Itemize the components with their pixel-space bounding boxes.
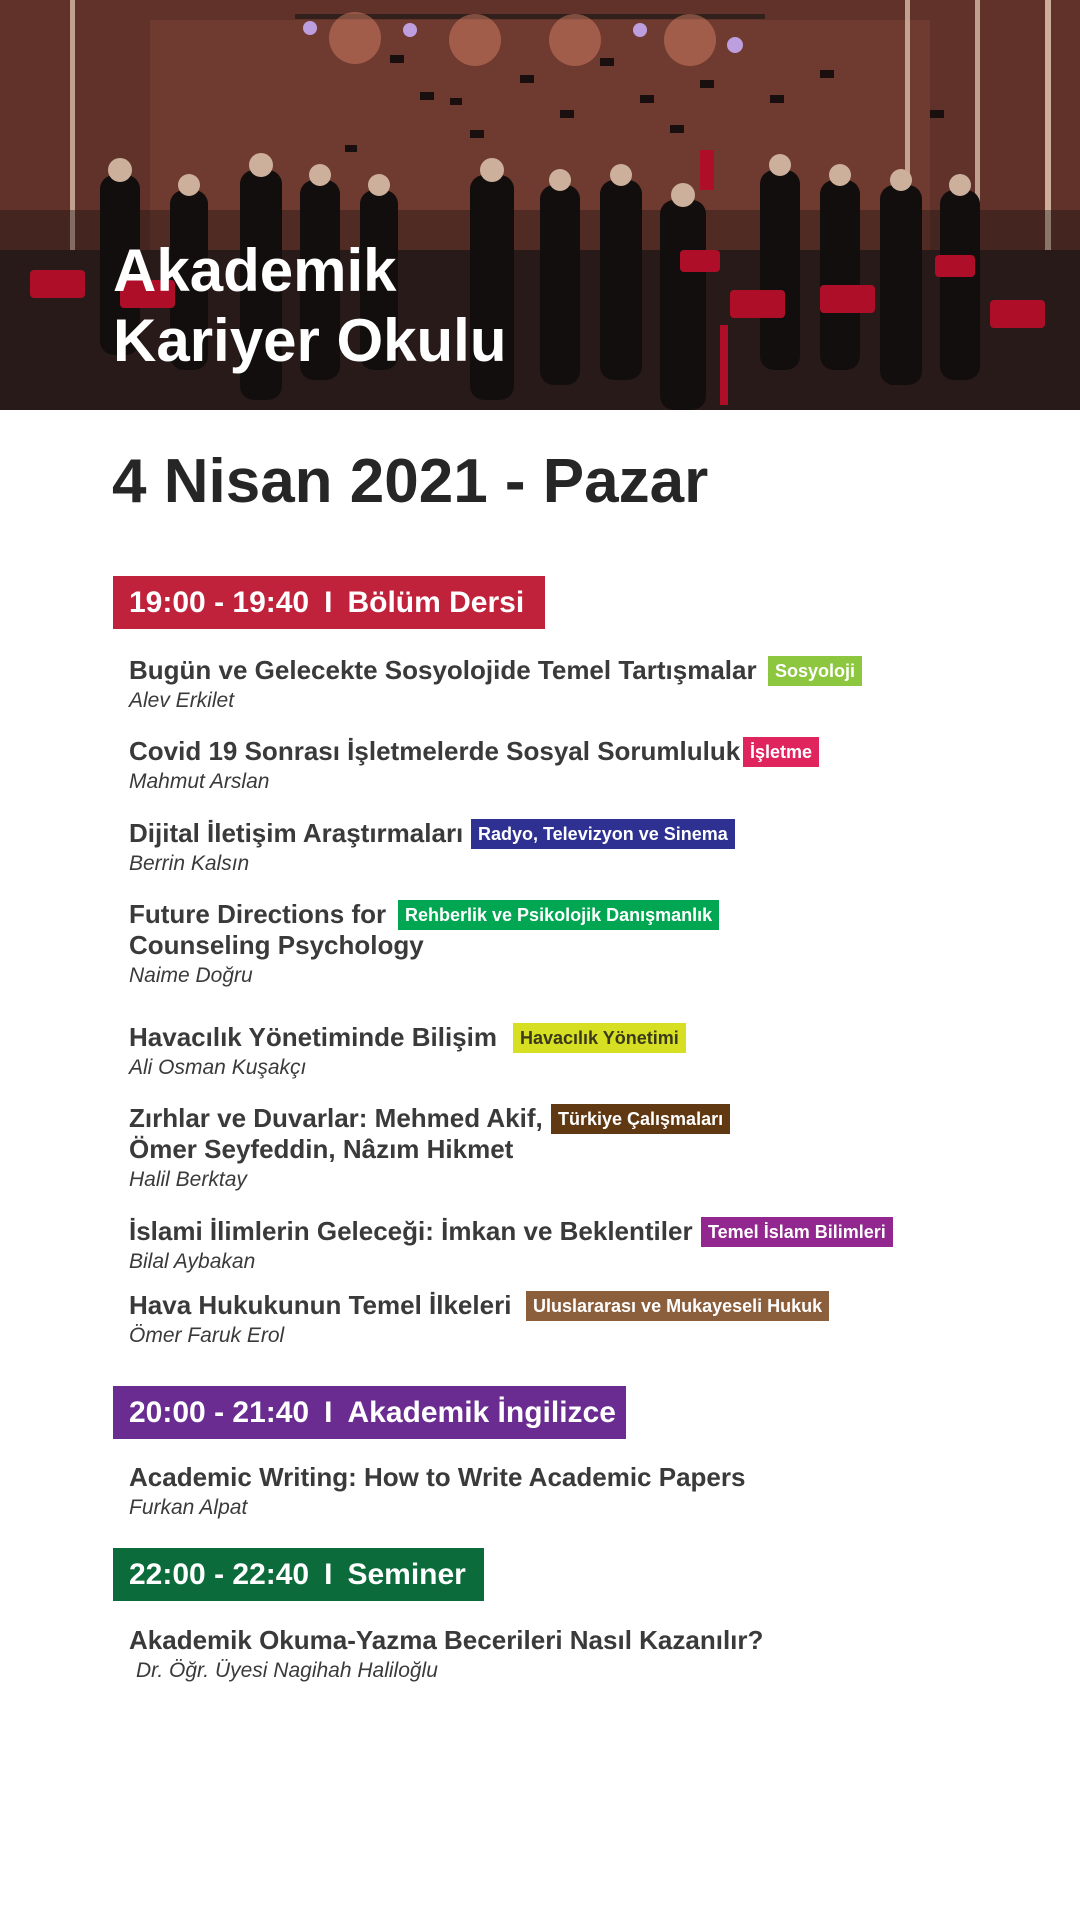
hero-title xyxy=(113,236,507,376)
department-tag-hukuk: Uluslararası ve Mukayeseli Hukuk xyxy=(526,1291,829,1321)
section-separator: I xyxy=(324,1558,333,1591)
section-header-akademik-ingilizce xyxy=(113,1386,626,1439)
department-tag-havacilik: Havacılık Yönetimi xyxy=(513,1023,686,1053)
session-title: Dijital İletişim Araştırmaları xyxy=(129,818,464,848)
section-label: Bölüm Dersi xyxy=(347,586,525,619)
session-speaker: Bilal Aybakan xyxy=(129,1250,256,1273)
section-separator: I xyxy=(324,586,333,619)
section-time: 19:00 - 19:40 xyxy=(129,586,310,619)
hero-title-line1: Akademik xyxy=(113,237,397,304)
session-speaker: Ömer Faruk Erol xyxy=(129,1324,285,1347)
section-label: Seminer xyxy=(347,1558,466,1591)
session-item xyxy=(129,1625,763,1684)
department-tag-radyo-tv-sinema: Radyo, Televizyon ve Sinema xyxy=(471,819,735,849)
section-time: 20:00 - 21:40 xyxy=(129,1396,310,1429)
session-title: Covid 19 Sonrası İşletmelerde Sosyal Sorumluluk xyxy=(129,736,741,766)
section-header-seminer xyxy=(113,1548,484,1601)
department-tag-isletme: İşletme xyxy=(743,737,819,767)
session-item xyxy=(129,1103,543,1193)
session-title: Bugün ve Gelecekte Sosyolojide Temel Tartışmalar xyxy=(129,655,757,685)
session-title: Academic Writing: How to Write Academic Papers xyxy=(129,1462,746,1492)
event-date: 4 Nisan 2021 - Pazar xyxy=(112,447,709,516)
session-item xyxy=(129,818,463,877)
session-item xyxy=(129,655,757,714)
session-speaker: Dr. Öğr. Üyesi Nagihah Haliloğlu xyxy=(136,1659,438,1682)
session-title: Havacılık Yönetiminde Bilişim xyxy=(129,1022,497,1052)
session-item xyxy=(129,736,740,795)
session-title-line1: Zırhlar ve Duvarlar: Mehmed Akif, xyxy=(129,1103,543,1133)
session-speaker: Mahmut Arslan xyxy=(129,770,270,793)
session-title-line2: Counseling Psychology xyxy=(129,930,424,960)
hero-banner xyxy=(0,0,1080,410)
session-item xyxy=(129,1290,511,1349)
department-tag-turkiye-calismalari: Türkiye Çalışmaları xyxy=(551,1104,730,1134)
section-time: 22:00 - 22:40 xyxy=(129,1558,310,1591)
section-separator: I xyxy=(324,1396,333,1429)
session-speaker: Furkan Alpat xyxy=(129,1496,248,1519)
session-title: İslami İlimlerin Geleceği: İmkan ve Beklentiler xyxy=(129,1216,693,1246)
session-title-line1: Future Directions for xyxy=(129,899,387,929)
session-item xyxy=(129,1216,693,1275)
department-tag-islam-bilimleri: Temel İslam Bilimleri xyxy=(701,1217,893,1247)
department-tag-rehberlik: Rehberlik ve Psikolojik Danışmanlık xyxy=(398,900,719,930)
session-speaker: Halil Berktay xyxy=(129,1168,247,1191)
hero-title-line2: Kariyer Okulu xyxy=(113,307,507,374)
session-title-line2: Ömer Seyfeddin, Nâzım Hikmet xyxy=(129,1134,514,1164)
session-speaker: Alev Erkilet xyxy=(129,689,235,712)
session-item xyxy=(129,1462,745,1521)
section-label: Akademik İngilizce xyxy=(347,1396,616,1429)
session-speaker: Ali Osman Kuşakçı xyxy=(129,1056,307,1079)
session-title: Hava Hukukunun Temel İlkeleri xyxy=(129,1290,512,1320)
session-speaker: Berrin Kalsın xyxy=(129,852,250,875)
session-item xyxy=(129,1022,497,1081)
department-tag-sosyoloji: Sosyoloji xyxy=(768,656,862,686)
session-speaker: Naime Doğru xyxy=(129,964,253,987)
section-header-bolum-dersi xyxy=(113,576,545,629)
session-title: Akademik Okuma-Yazma Becerileri Nasıl Kazanılır? xyxy=(129,1625,764,1655)
session-item xyxy=(129,899,424,989)
